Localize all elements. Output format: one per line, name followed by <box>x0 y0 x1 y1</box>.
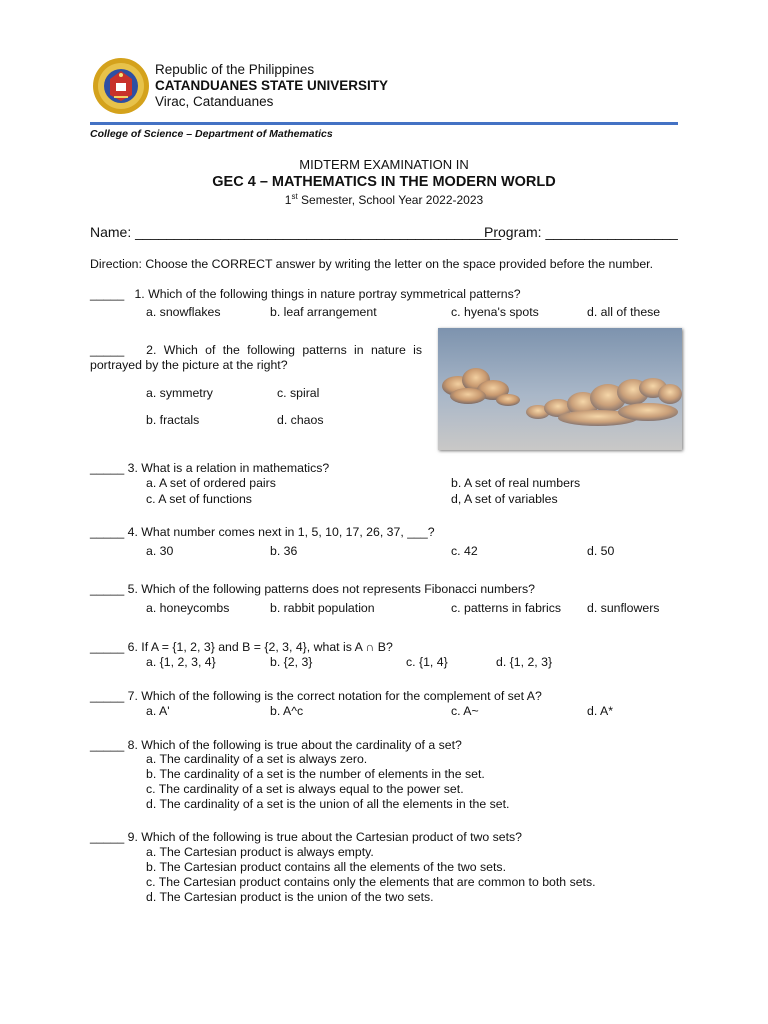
option-7d: d. A* <box>587 704 613 718</box>
option-4b: b. 36 <box>270 544 298 558</box>
option-2d: d. chaos <box>277 413 324 427</box>
option-7c: c. A~ <box>451 704 479 718</box>
name-field[interactable]: Name: _______________________________________________ <box>90 224 502 240</box>
option-8c: c. The cardinality of a set is always equal to the power set. <box>146 782 464 796</box>
option-3d: d, A set of variables <box>451 492 558 506</box>
program-field[interactable]: Program: _________________ <box>484 224 678 240</box>
option-5b: b. rabbit population <box>270 601 375 615</box>
option-7b: b. A^c <box>270 704 304 718</box>
option-1a: a. snowflakes <box>146 305 221 319</box>
option-4c: c. 42 <box>451 544 478 558</box>
option-6b: b. {2, 3} <box>270 655 313 669</box>
option-3a: a. A set of ordered pairs <box>146 476 276 490</box>
option-5c: c. patterns in fabrics <box>451 601 562 615</box>
college-department: College of Science – Department of Mathematics <box>90 128 333 140</box>
option-9b: b. The Cartesian product contains all the elements of the two sets. <box>146 860 506 874</box>
semester-line: 1st Semester, School Year 2022-2023 <box>284 192 484 207</box>
question-1: _____ 1. Which of the following things in nature portray symmetrical patterns? <box>90 287 521 301</box>
exam-subject: GEC 4 – MATHEMATICS IN THE MODERN WORLD <box>212 174 556 190</box>
answer-blank[interactable]: _____ <box>90 689 125 703</box>
direction-text: Direction: Choose the CORRECT answer by writing the letter on the space provided before the number. <box>90 257 653 271</box>
answer-blank[interactable]: _____ <box>90 582 125 596</box>
answer-blank[interactable]: _____ <box>90 461 125 475</box>
option-2c: c. spiral <box>277 386 320 400</box>
option-9c: c. The Cartesian product contains only the elements that are common to both sets. <box>146 875 596 889</box>
option-8d: d. The cardinality of a set is the union of all the elements in the set. <box>146 797 510 811</box>
answer-blank[interactable]: _____ <box>90 525 125 539</box>
question-9: _____ 9. Which of the following is true about the Cartesian product of two sets? <box>90 830 523 844</box>
option-1d: d. all of these <box>587 305 661 319</box>
question-6: _____ 6. If A = {1, 2, 3} and B = {2, 3, 4}, what is A ∩ B? <box>90 640 393 654</box>
header-rule <box>90 122 678 125</box>
option-8b: b. The cardinality of a set is the number of elements in the set. <box>146 767 485 781</box>
answer-blank[interactable]: _____ <box>90 738 125 752</box>
university-location: Virac, Catanduanes <box>155 94 274 109</box>
republic-line: Republic of the Philippines <box>155 62 315 77</box>
question-4: _____ 4. What number comes next in 1, 5, 10, 17, 26, 37, ___? <box>90 525 435 539</box>
option-8a: a. The cardinality of a set is always zero. <box>146 752 368 766</box>
option-1c: c. hyena's spots <box>451 305 539 319</box>
exam-type: MIDTERM EXAMINATION IN <box>299 157 469 172</box>
option-9a: a. The Cartesian product is always empty. <box>146 845 374 859</box>
option-7a: a. A' <box>146 704 170 718</box>
answer-blank[interactable]: _____ <box>90 343 125 357</box>
option-2b: b. fractals <box>146 413 200 427</box>
cloud-photo <box>438 328 682 450</box>
answer-blank[interactable]: _____ <box>90 830 125 844</box>
option-3b: b. A set of real numbers <box>451 476 581 490</box>
option-6a: a. {1, 2, 3, 4} <box>146 655 216 669</box>
option-2a: a. symmetry <box>146 386 213 400</box>
answer-blank[interactable]: _____ <box>90 640 125 654</box>
question-8: _____ 8. Which of the following is true about the cardinality of a set? <box>90 738 462 752</box>
question-7: _____ 7. Which of the following is the correct notation for the complement of set A? <box>90 689 542 703</box>
university-seal-logo <box>92 57 150 115</box>
option-1b: b. leaf arrangement <box>270 305 377 319</box>
option-4d: d. 50 <box>587 544 615 558</box>
question-5: _____ 5. Which of the following patterns does not represents Fibonacci numbers? <box>90 582 536 596</box>
option-3c: c. A set of functions <box>146 492 252 506</box>
answer-blank[interactable]: _____ <box>90 287 125 301</box>
option-5d: d. sunflowers <box>587 601 660 615</box>
option-9d: d. The Cartesian product is the union of the two sets. <box>146 890 434 904</box>
option-6c: c. {1, 4} <box>406 655 448 669</box>
question-3: _____ 3. What is a relation in mathematics? <box>90 461 330 475</box>
question-2: _____ 2. Which of the following patterns in nature is portrayed by the picture at the right? <box>90 343 423 372</box>
option-4a: a. 30 <box>146 544 174 558</box>
university-name: CATANDUANES STATE UNIVERSITY <box>155 78 389 93</box>
option-5a: a. honeycombs <box>146 601 230 615</box>
option-6d: d. {1, 2, 3} <box>496 655 553 669</box>
